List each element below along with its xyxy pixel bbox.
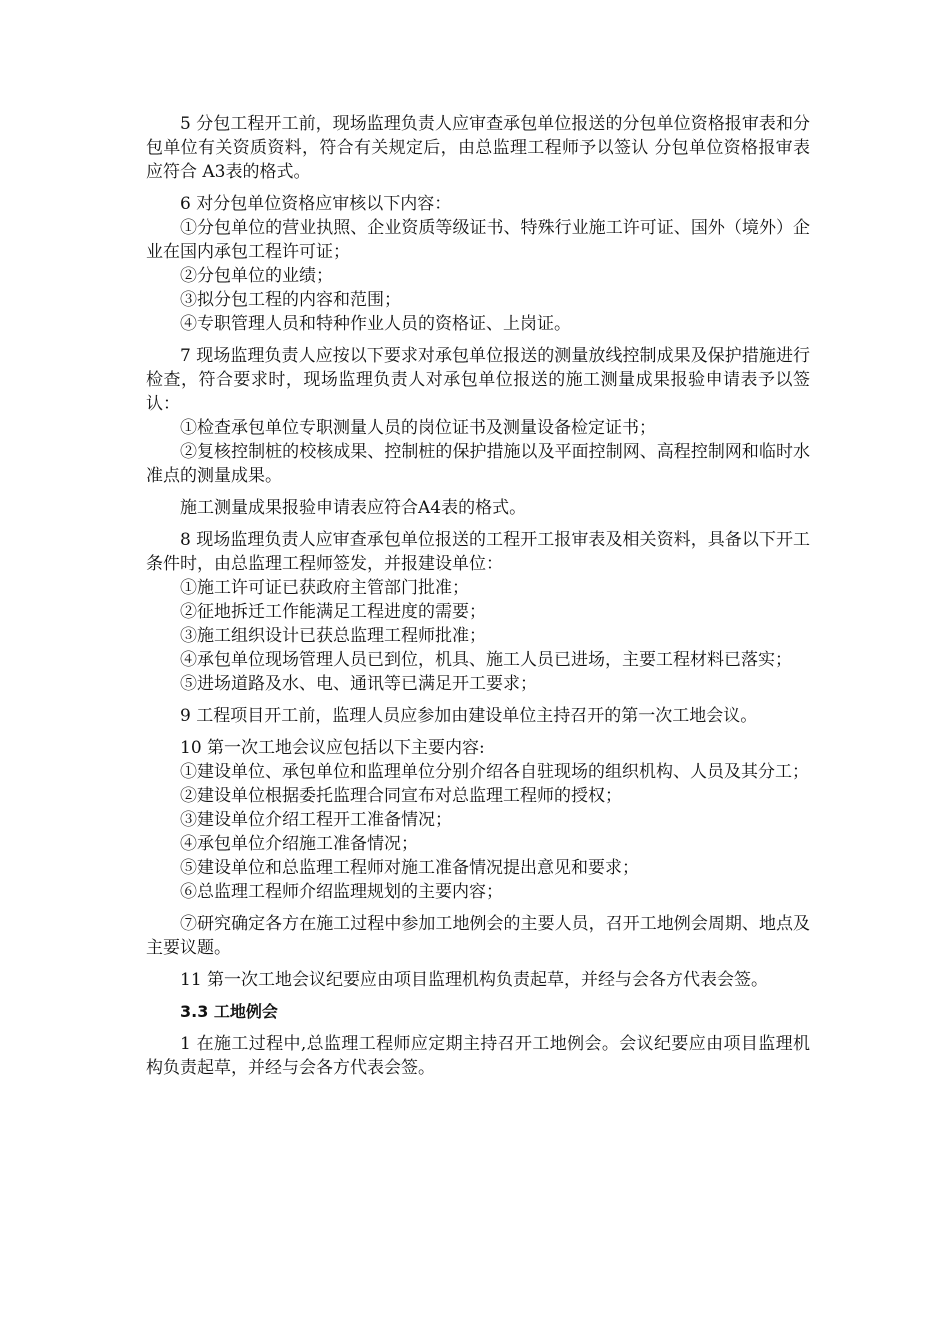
list-item: ④承包单位现场管理人员已到位，机具、施工人员已进场，主要工程材料已落实；	[180, 650, 792, 670]
list-item: ②征地拆迁工作能满足工程进度的需要；	[180, 602, 486, 622]
list-item: ④承包单位介绍施工准备情况；	[180, 834, 418, 854]
list-item: ①分包单位的营业执照、企业资质等级证书、特殊行业施工许可证、国外（境外）企业在国内承包工程许可证；	[146, 218, 810, 262]
list-item: ③拟分包工程的内容和范围；	[180, 290, 401, 310]
list-item: ⑥总监理工程师介绍监理规划的主要内容；	[180, 882, 503, 902]
list-item: ②建设单位根据委托监理合同宣布对总监理工程师的授权；	[180, 786, 622, 806]
paragraph: 10 第一次工地会议应包括以下主要内容:	[180, 738, 485, 758]
paragraph: 7 现场监理负责人应按以下要求对承包单位报送的测量放线控制成果及保护措施进行检查，符合要求时，现场监理负责人对承包单位报送的施工测量成果报验申请表予以签认：	[146, 346, 810, 414]
list-item: ③建设单位介绍工程开工准备情况；	[180, 810, 452, 830]
list-item: ①检查承包单位专职测量人员的岗位证书及测量设备检定证书；	[180, 418, 656, 438]
paragraph: 施工测量成果报验申请表应符合A4表的格式。	[180, 498, 527, 518]
paragraph: 11 第一次工地会议纪要应由项目监理机构负责起草，并经与会各方代表会签。	[180, 970, 769, 990]
paragraph: 1 在施工过程中,总监理工程师应定期主持召开工地例会。会议纪要应由项目监理机构负责起草，并经与会各方代表会签。	[146, 1034, 810, 1078]
list-item: ⑤进场道路及水、电、通讯等已满足开工要求；	[180, 674, 537, 694]
document-body	[146, 112, 810, 1088]
paragraph: 6 对分包单位资格应审核以下内容：	[180, 194, 452, 214]
paragraph: ⑦研究确定各方在施工过程中参加工地例会的主要人员，召开工地例会周期、地点及主要议题。	[146, 914, 810, 958]
list-item: ②分包单位的业绩；	[180, 266, 333, 286]
list-item: ②复核控制桩的校核成果、控制桩的保护措施以及平面控制网、高程控制网和临时水准点的测量成果。	[146, 442, 810, 486]
section-heading: 3.3 工地例会	[180, 1002, 278, 1021]
paragraph: 8 现场监理负责人应审查承包单位报送的工程开工报审表及相关资料，具备以下开工条件时，由总监理工程师签发，并报建设单位：	[146, 530, 810, 574]
list-item: ①施工许可证已获政府主管部门批准；	[180, 578, 469, 598]
paragraph: 5 分包工程开工前，现场监理负责人应审查承包单位报送的分包单位资格报审表和分包单位有关资质资料，符合有关规定后，由总监理工程师予以签认 分包单位资格报审表应符合 A3表的格式。	[146, 114, 810, 182]
paragraph: 9 工程项目开工前，监理人员应参加由建设单位主持召开的第一次工地会议。	[180, 706, 758, 726]
list-item: ⑤建设单位和总监理工程师对施工准备情况提出意见和要求；	[180, 858, 639, 878]
list-item: ①建设单位、承包单位和监理单位分别介绍各自驻现场的组织机构、人员及其分工；	[180, 762, 809, 782]
list-item: ④专职管理人员和特种作业人员的资格证、上岗证。	[180, 314, 571, 334]
list-item: ③施工组织设计已获总监理工程师批准；	[180, 626, 486, 646]
